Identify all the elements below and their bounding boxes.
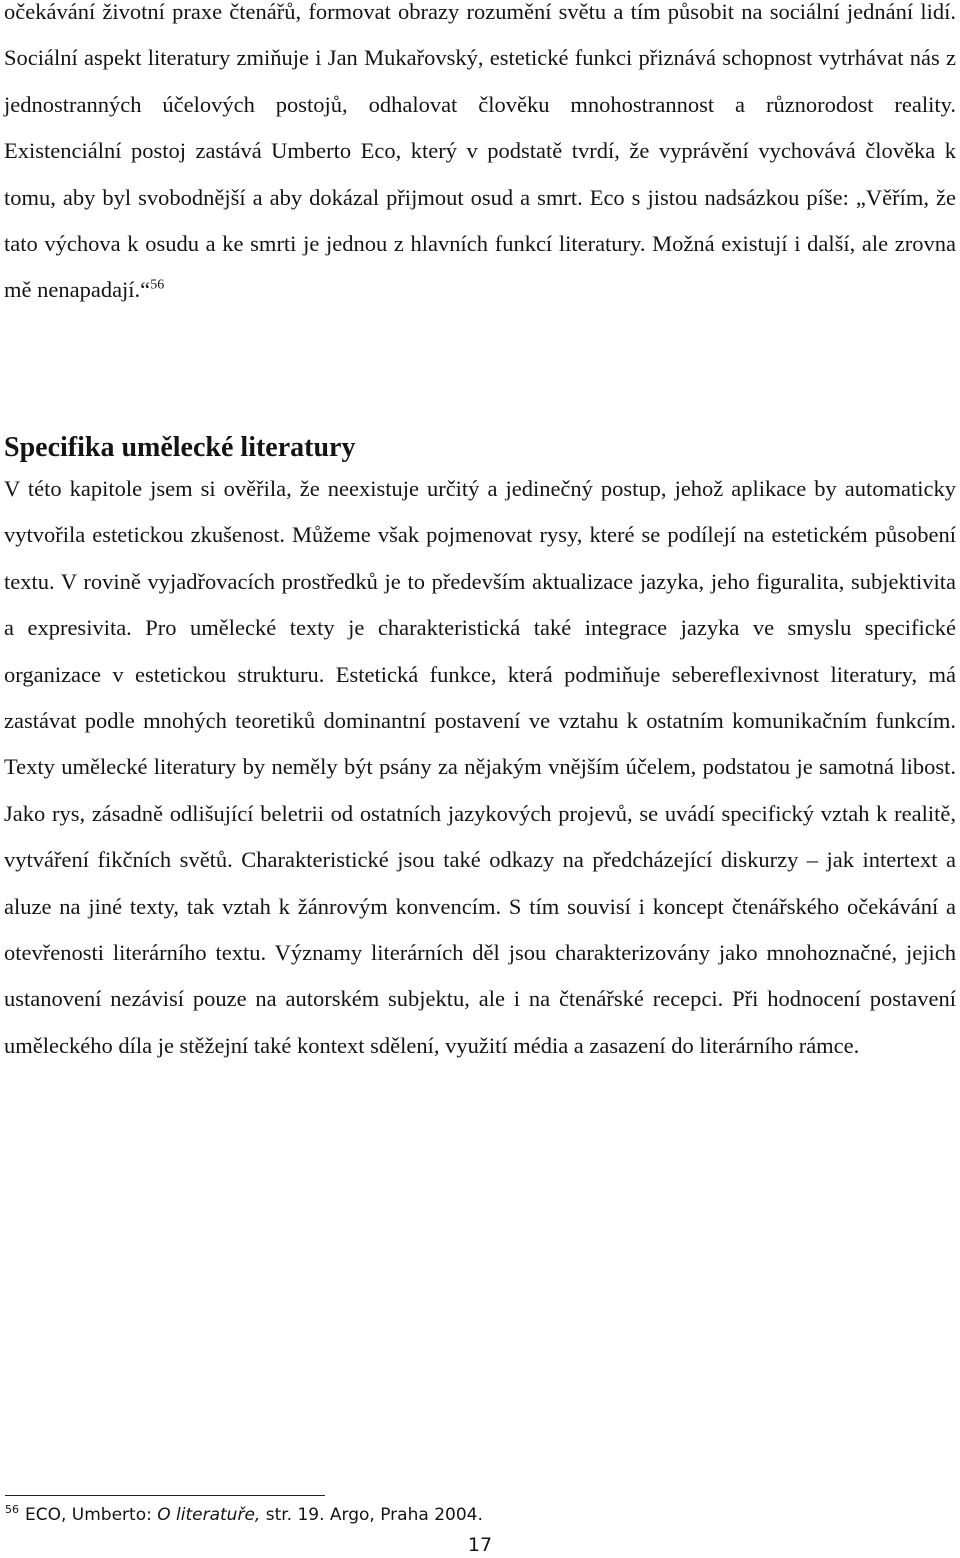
footnote-source: str. 19. Argo, Praha 2004. bbox=[260, 1505, 483, 1525]
footnote bbox=[5, 1502, 483, 1528]
footnote-reference[interactable]: 56 bbox=[150, 277, 165, 293]
footnote-divider bbox=[5, 1495, 325, 1496]
body-paragraph bbox=[4, 0, 956, 314]
footnote-author: ECO, Umberto: bbox=[25, 1505, 158, 1525]
footnote-number: 56 bbox=[5, 1503, 19, 1517]
section-heading: Specifika umělecké literatury bbox=[4, 432, 356, 463]
section-paragraph: V této kapitole jsem si ověřila, že neexistuje určitý a jedinečný postup, jehož aplikace by automaticky vytvořila estetickou zkušenost. Můžeme však pojmenovat rysy, které se podílejí na estetickém působení textu. V rovině vyjadřovacích prostředků je to především aktualizace jazyka, jeho figuralita, subjektivita a expresivita. Pro umělecké texty je charakteristická také integrace jazyka ve smyslu specifické organizace v estetickou strukturu. Estetická funkce, která podmiňuje sebereflexivnost literatury, má zastávat podle mnohých teoretiků dominantní postavení ve vztahu k ostatním komunikačním funkcím. Texty umělecké literatury by neměly být psány za nějakým vnějším účelem, podstatou je samotná libost. Jako rys, zásadně odlišující beletrii od ostatních jazykových projevů, se uvádí specifický vztah k realitě, vytváření fikčních světů. Charakteristické jsou také odkazy na předcházející diskurzy – jak intertext a aluze na jiné texty, tak vztah k žánrovým konvencím. S tím souvisí i koncept čtenářského očekávání a otevřenosti literárního textu. Významy literárních děl jsou charakterizovány jako mnohoznačné, jejich ustanovení nezávisí pouze na autorském subjektu, ale i na čtenářské recepci. Při hodnocení postavení uměleckého díla je stěžejní také kontext sdělení, využití média a zasazení do literárního rámce. bbox=[4, 476, 956, 1058]
footnote-title: O literatuře, bbox=[157, 1505, 261, 1525]
paragraph-text: očekávání životní praxe čtenářů, formovat obrazy rozumění světu a tím působit na sociální jednání lidí. Sociální aspekt literatury zmiňuje i Jan Mukařovský, estetické funkci přiznává schopnost vytrhávat nás z jednostranných účelových postojů, odhalovat člověku mnohostrannost a různorodost reality. Existenciální postoj zastává Umberto Eco, který v podstatě tvrdí, že vyprávění vychovává člověka k tomu, aby byl svobodnější a aby dokázal přijmout osud a smrt. Eco s jistou nadsázkou píše: „Věřím, že tato výchova k osudu a ke smrti je jednou z hlavních funkcí literatury. Možná existují i další, ale zrovna mě nenapadají.“ bbox=[4, 0, 956, 303]
page-number: 17 bbox=[467, 1534, 493, 1556]
